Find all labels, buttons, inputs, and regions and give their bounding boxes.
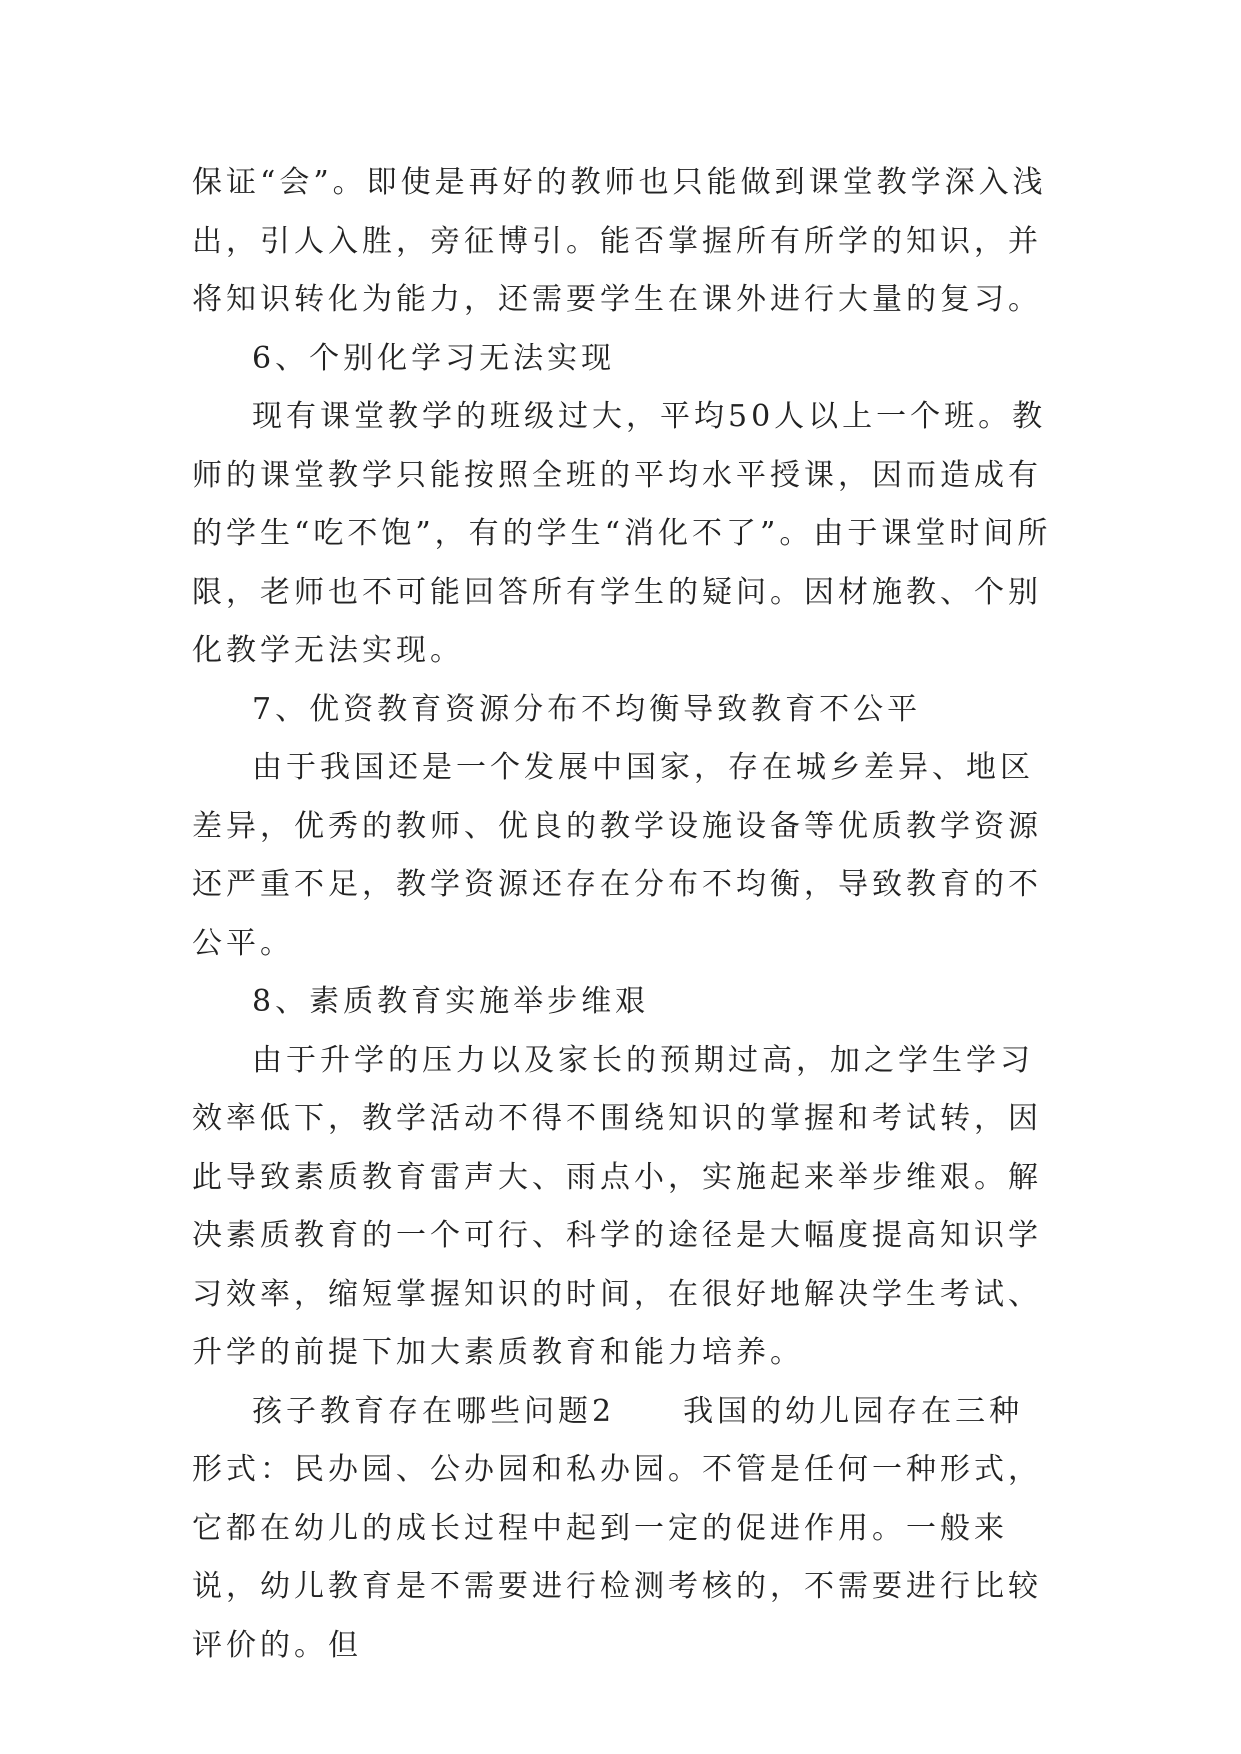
paragraph-section-7: 由于我国还是一个发展中国家，存在城乡差异、地区差异，优秀的教师、优良的教学设施设备等优质教学资源还严重不足，教学资源还存在分布不均衡，导致教育的不公平。 xyxy=(192,750,1042,961)
paragraph-section-8: 由于升学的压力以及家长的预期过高，加之学生学习效率低下，教学活动不得不围绕知识的掌握和考试转，因此导致素质教育雷声大、雨点小，实施起来举步维艰。解决素质教育的一个可行、科学的途径是大幅度提高知识学习效率，缩短掌握知识的时间，在很好地解决学生考试、升学的前提下加大素质教育和能力培养。 xyxy=(192,1042,1042,1370)
section-heading-7: 7、优资教育资源分布不均衡导致教育不公平 xyxy=(252,691,922,727)
section-heading-6: 6、个别化学习无法实现 xyxy=(252,340,616,376)
section-heading-8: 8、素质教育实施举步维艰 xyxy=(252,984,650,1019)
paragraph-part-2: 孩子教育存在哪些问题2 我国的幼儿园存在三种形式：民办园、公办园和私办园。不管是任何一种形式，它都在幼儿的成长过程中起到一定的促进作用。一般来说，幼儿教育是不需要进行检测考核的，不需要进行比较评价的。但 xyxy=(192,1393,1042,1663)
document-body xyxy=(192,154,1052,1675)
paragraph-continuation: 保证“会”。即使是再好的教师也只能做到课堂教学深入浅出，引人入胜，旁征博引。能否掌握所有所学的知识，并将知识转化为能力，还需要学生在课外进行大量的复习。 xyxy=(192,165,1047,317)
paragraph-section-6: 现有课堂教学的班级过大，平均50人以上一个班。教师的课堂教学只能按照全班的平均水平授课，因而造成有的学生“吃不饱”，有的学生“消化不了”。由于课堂时间所限，老师也不可能回答所有学生的疑问。因材施教、个别化教学无法实现。 xyxy=(192,399,1052,668)
